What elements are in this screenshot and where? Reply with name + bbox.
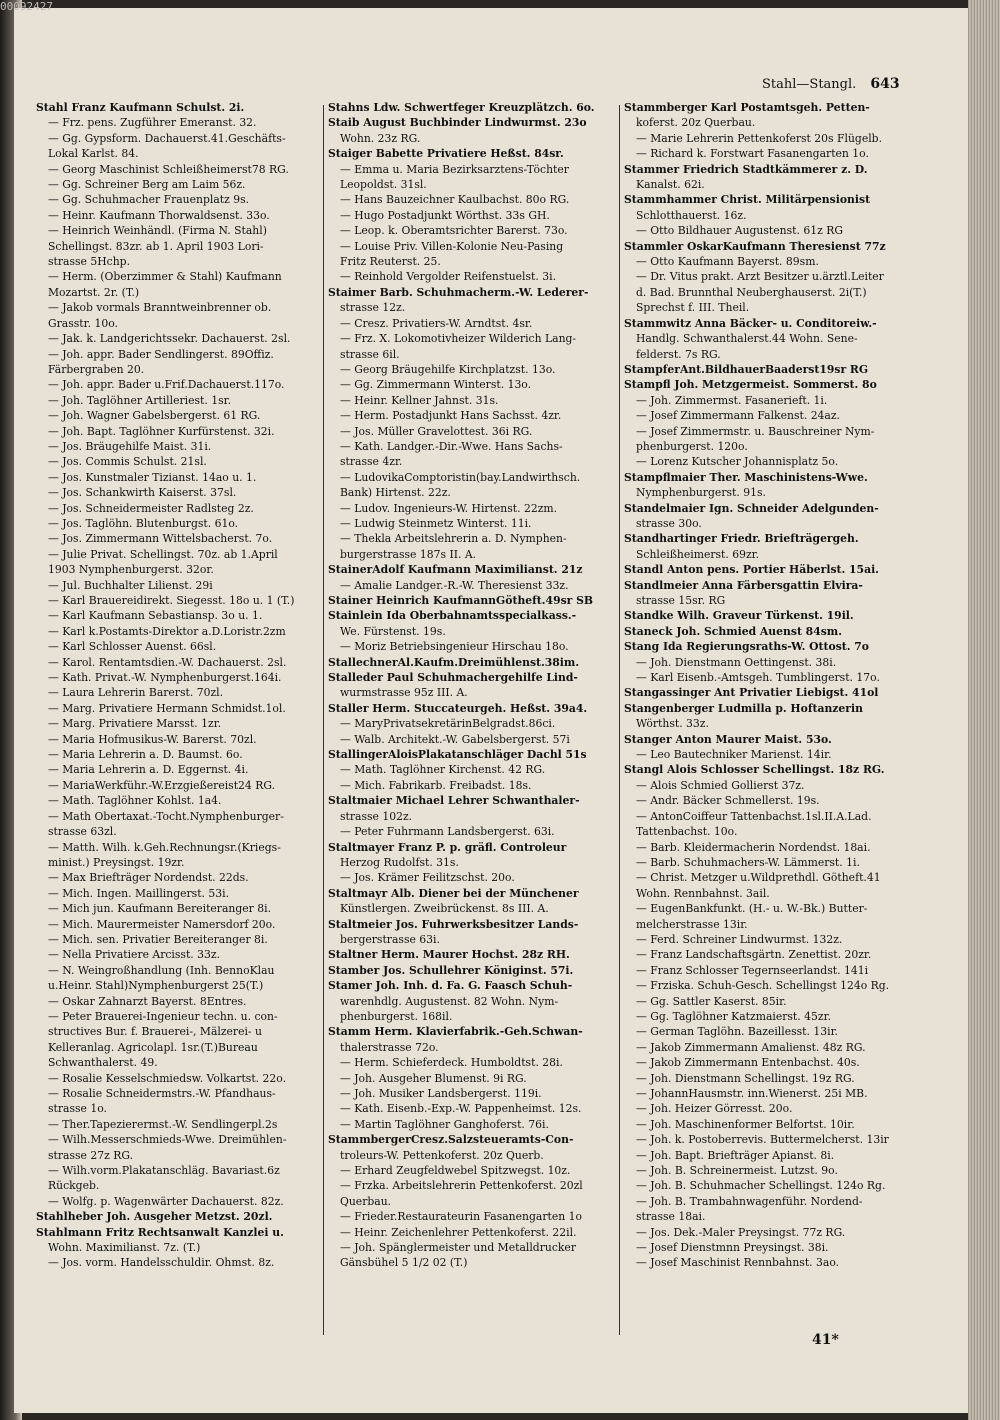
entry-sub: — Ludwig Steinmetz Winterst. 11i.	[340, 516, 532, 530]
entry-head: StainerAdolf Kaufmann Maximilianst. 21z	[328, 563, 583, 577]
entry-sub: — Maria Hofmusikus-W. Barerst. 70zl.	[48, 732, 257, 746]
entry-head: Stammer Friedrich Stadtkämmerer z. D.	[624, 162, 868, 176]
entry-continuation: strasse 102z.	[340, 809, 413, 823]
entry-head: Stamber Jos. Schullehrer Königinst. 57i.	[328, 963, 574, 977]
entry-sub: — Andr. Bäcker Schmellerst. 19s.	[636, 794, 820, 808]
entry-sub: — Maria Lehrerin a. D. Baumst. 6o.	[48, 748, 243, 762]
entry-continuation: strasse 18ai.	[636, 1210, 706, 1224]
entry-sub: — Maria Lehrerin a. D. Eggernst. 4i.	[48, 763, 249, 777]
column-1	[36, 100, 328, 1271]
entry-sub: — EugenBankfunkt. (H.- u. W.-Bk.) Butter-	[636, 902, 868, 916]
entry-continuation: d. Bad. Brunnthal Neuberghauserst. 2i(T.)	[636, 285, 867, 299]
entry-sub: — Cresz. Privatiers-W. Arndtst. 4sr.	[340, 316, 533, 330]
entry-sub: — Otto Kaufmann Bayerst. 89sm.	[636, 255, 819, 269]
header-title: Stahl—Stangl.	[762, 77, 857, 92]
entry-sub: — Jos. vorm. Handelsschuldir. Ohmst. 8z.	[48, 1256, 275, 1270]
entry-head: StallechnerAl.Kaufm.Dreimühlenst.38im.	[328, 655, 580, 669]
entry-continuation: Sprechst f. III. Theil.	[636, 301, 750, 315]
entry-sub: — Jul. Buchhalter Lilienst. 29i	[48, 578, 213, 592]
entry-sub: — Mich. Fabrikarb. Freibadst. 18s.	[340, 778, 532, 792]
entry-continuation: strasse 12z.	[340, 301, 406, 315]
entry-sub: — Wilh.Messerschmieds-Wwe. Dreimühlen-	[48, 1133, 287, 1147]
signature-mark: 41*	[812, 1332, 839, 1348]
entry-continuation: thalerstrasse 72o.	[340, 1040, 439, 1054]
entry-head: Stampfl Joh. Metzgermeist. Sommerst. 8o	[624, 378, 877, 392]
entry-sub: — Franz Landschaftsgärtn. Zenettist. 20zr.	[636, 948, 872, 962]
entry-sub: — Wolfg. p. Wagenwärter Dachauerst. 82z.	[48, 1194, 284, 1208]
entry-continuation: Schellingst. 83zr. ab 1. April 1903 Lori-	[48, 239, 264, 253]
entry-head: Staib August Buchbinder Lindwurmst. 23o	[328, 116, 587, 130]
entry-sub: — Mich. Ingen. Maillingerst. 53i.	[48, 886, 230, 900]
entry-sub: — Hugo Postadjunkt Wörthst. 33s GH.	[340, 208, 550, 222]
entry-sub: — Joh. Ausgeher Blumenst. 9i RG.	[340, 1071, 527, 1085]
entry-sub: — JohannHausmstr. inn.Wienerst. 25i MB.	[636, 1087, 868, 1100]
entry-continuation: felderst. 7s RG.	[636, 347, 721, 361]
entry-head: Stammhammer Christ. Militärpensionist	[624, 193, 871, 207]
entry-sub: — Josef Zimmermstr. u. Bauschreiner Nym-	[636, 424, 875, 438]
entry-continuation: troleurs-W. Pettenkoferst. 20z Querb.	[340, 1148, 544, 1162]
entry-sub: — Emma u. Maria Bezirksarztens-Töchter	[340, 162, 569, 176]
entry-continuation: Schwanthalerst. 49.	[48, 1056, 158, 1070]
entry-sub: — Joh. Maschinenformer Belfortst. 10ir.	[636, 1117, 855, 1131]
entry-sub: — Joh. B. Schreinermeist. Lutzst. 9o.	[636, 1164, 838, 1178]
entry-sub: — Joh. appr. Bader Sendlingerst. 89Offiz.	[48, 347, 274, 361]
entry-sub: — LudovikaComptoristin(bay.Landwirthsch.	[340, 470, 581, 484]
entry-sub: — Heinr. Kellner Jahnst. 31s.	[340, 393, 499, 407]
entry-head: Standke Wilh. Graveur Türkenst. 19il.	[624, 609, 854, 623]
entry-continuation: Tattenbachst. 10o.	[636, 825, 738, 839]
entry-continuation: Bank) Hirtenst. 22z.	[340, 486, 451, 500]
entry-sub: — Jakob Zimmermann Amalienst. 48z RG.	[636, 1040, 866, 1054]
entry-sub: — Otto Bildhauer Augustenst. 61z RG	[636, 224, 843, 238]
entry-sub: — Marg. Privatiere Marsst. 1zr.	[48, 717, 222, 731]
entry-sub: — Dr. Vitus prakt. Arzt Besitzer u.ärztl.Leiter	[636, 270, 884, 284]
entry-sub: — Peter Fuhrmann Landsbergerst. 63i.	[340, 825, 555, 839]
entry-continuation: strasse 30o.	[636, 516, 702, 530]
entry-sub: — Gg. Zimmermann Winterst. 13o.	[340, 378, 532, 392]
entry-sub: — Reinhold Vergolder Reifenstuelst. 3i.	[340, 270, 557, 284]
page-number: 643	[870, 76, 900, 92]
entry-head: Stammwitz Anna Bäcker- u. Conditoreiw.-	[624, 316, 877, 330]
entry-sub: — Karl Brauereidirekt. Siegesst. 18o u. 1 (T.)	[48, 594, 295, 607]
entry-continuation: Querbau.	[340, 1194, 392, 1208]
entry-continuation: Wohn. 23z RG.	[340, 131, 421, 145]
entry-continuation: Wohn. Rennbahnst. 3ail.	[636, 886, 770, 900]
entry-continuation: Färbergraben 20.	[48, 362, 145, 376]
entry-continuation: strasse 4zr.	[340, 455, 403, 469]
entry-continuation: We. Fürstenst. 19s.	[340, 624, 446, 638]
entry-sub: — Gg. Sattler Kaserst. 85ir.	[636, 994, 787, 1008]
entry-sub: — Gg. Schreiner Berg am Laim 56z.	[48, 178, 246, 192]
entry-sub: — Joh. Musiker Landsbergerst. 119i.	[340, 1087, 542, 1100]
entry-continuation: strasse 27z RG.	[48, 1148, 134, 1162]
entry-sub: — Richard k. Forstwart Fasanengarten 1o.	[636, 147, 869, 161]
entry-continuation: strasse 6il.	[340, 347, 400, 361]
entry-sub: — Ther.Tapezierermst.-W. Sendlingerpl.2s	[48, 1117, 278, 1131]
entry-sub: — MariaWerkführ.-W.Erzgießereist24 RG.	[48, 778, 276, 792]
entry-sub: — Frz. X. Lokomotivheizer Wilderich Lang-	[340, 332, 577, 346]
entry-sub: — Marie Lehrerin Pettenkoferst 20s Flügelb.	[636, 131, 883, 145]
entry-sub: — Marg. Privatiere Hermann Schmidst.1ol.	[48, 701, 286, 715]
entry-sub: — Laura Lehrerin Barerst. 70zl.	[48, 686, 224, 700]
entry-sub: — Frzka. Arbeitslehrerin Pettenkoferst. 20zl	[340, 1179, 583, 1193]
entry-sub: — Karol. Rentamtsdien.-W. Dachauerst. 2sl.	[48, 655, 287, 669]
entry-head: Stanger Anton Maurer Maist. 53o.	[624, 732, 832, 746]
entry-sub: — Karl Eisenb.-Amtsgeh. Tumblingerst. 17o.	[636, 671, 880, 685]
entry-sub: — Karl Schlosser Auenst. 66sl.	[48, 640, 217, 654]
entry-continuation: warenhdlg. Augustenst. 82 Wohn. Nym-	[340, 994, 559, 1008]
entry-sub: — Georg Bräugehilfe Kirchplatzst. 13o.	[340, 362, 556, 376]
entry-continuation: Lokal Karlst. 84.	[48, 147, 139, 161]
entry-sub: — Frz. pens. Zugführer Emeranst. 32.	[48, 116, 257, 130]
entry-sub: — Thekla Arbeitslehrerin a. D. Nymphen-	[340, 532, 567, 546]
entry-head: Stahl Franz Kaufmann Schulst. 2i.	[36, 101, 245, 114]
entry-sub: — Kath. Privat.-W. Nymphenburgerst.164i.	[48, 671, 282, 685]
entry-sub: — Mich jun. Kaufmann Bereiteranger 8i.	[48, 902, 272, 916]
entry-sub: — Amalie Landger.-R.-W. Theresienst 33z.	[340, 578, 569, 592]
entry-sub: — Louise Priv. Villen-Kolonie Neu-Pasing	[340, 239, 564, 253]
page-edges	[968, 0, 1000, 1420]
entry-head: Stainer Heinrich KaufmannGötheft.49sr SB	[328, 594, 594, 607]
entry-continuation: Wörthst. 33z.	[636, 717, 709, 731]
entry-head: Standelmaier Ign. Schneider Adelgunden-	[624, 501, 879, 515]
entry-continuation: phenburgerst. 168il.	[340, 1009, 453, 1023]
entry-head: Stalleder Paul Schuhmachergehilfe Lind-	[328, 671, 578, 685]
entry-continuation: Kanalst. 62i.	[636, 178, 705, 192]
entry-continuation: Schlotthauerst. 16z.	[636, 208, 747, 222]
entry-continuation: Grasstr. 10o.	[48, 316, 118, 330]
entry-continuation: strasse 63zl.	[48, 825, 117, 839]
entry-sub: — Kath. Landger.-Dir.-Wwe. Hans Sachs-	[340, 439, 563, 453]
entry-sub: — Joh. Dienstmann Schellingst. 19z RG.	[636, 1071, 855, 1085]
entry-sub: — Jak. k. Landgerichtssekr. Dachauerst. 2sl.	[48, 332, 291, 346]
entry-head: Stamer Joh. Inh. d. Fa. G. Faasch Schuh-	[328, 979, 573, 993]
entry-continuation: Herzog Rudolfst. 31s.	[340, 855, 459, 869]
entry-continuation: Nymphenburgerst. 91s.	[636, 486, 766, 500]
entry-head: Staltmayr Alb. Diener bei der Münchener	[328, 886, 579, 900]
entry-sub: — Barb. Kleidermacherin Nordendst. 18ai.	[636, 840, 871, 854]
entry-sub: — Martin Taglöhner Ganghoferst. 76i.	[340, 1117, 549, 1131]
entry-continuation: 1903 Nymphenburgerst. 32or.	[48, 563, 214, 577]
entry-head: Stangl Alois Schlosser Schellingst. 18z RG.	[624, 763, 885, 777]
entry-continuation: strasse 1o.	[48, 1102, 107, 1116]
entry-head: Stahlheber Joh. Ausgeher Metzst. 20zl.	[36, 1210, 273, 1224]
entry-sub: — Erhard Zeugfeldwebel Spitzwegst. 10z.	[340, 1164, 571, 1178]
entry-sub: — Karl Kaufmann Sebastiansp. 3o u. 1.	[48, 609, 263, 623]
entry-continuation: strasse 15sr. RG	[636, 594, 726, 607]
entry-continuation: structives Bur. f. Brauerei-, Mälzerei- u	[48, 1025, 262, 1039]
entry-head: Stahns Ldw. Schwertfeger Kreuzplätzch. 6o.	[328, 101, 595, 114]
column-3	[624, 100, 916, 1271]
entry-sub: — Christ. Metzger u.Wildprethdl. Götheft.41	[636, 871, 881, 885]
entry-continuation: Mozartst. 2r. (T.)	[48, 285, 140, 299]
entry-sub: — Joh. k. Postoberrevis. Buttermelcherst. 13ir	[636, 1133, 889, 1147]
entry-continuation: Schleißheimerst. 69zr.	[636, 547, 760, 561]
entry-sub: — Ludov. Ingenieurs-W. Hirtenst. 22zm.	[340, 501, 558, 515]
entry-sub: — German Taglöhn. Bazeillesst. 13ir.	[636, 1025, 838, 1039]
entry-continuation: Künstlergen. Zweibrückenst. 8s III. A.	[340, 902, 549, 916]
entry-sub: — Wilh.vorm.Plakatanschläg. Bavariast.6z	[48, 1164, 280, 1178]
entry-continuation: burgerstrasse 187s II. A.	[340, 547, 477, 561]
entry-sub: — Herm. Schieferdeck. Humboldtst. 28i.	[340, 1056, 563, 1070]
entry-head: StammbergerCresz.Salzsteueramts-Con-	[328, 1133, 574, 1147]
entry-sub: — Josef Maschinist Rennbahnst. 3ao.	[636, 1256, 840, 1270]
entry-sub: — Joh. Zimmermst. Fasanerieft. 1i.	[636, 393, 828, 407]
entry-sub: — Hans Bauzeichner Kaulbachst. 80o RG.	[340, 193, 570, 207]
entry-sub: — Herm. (Oberzimmer & Stahl) Kaufmann	[48, 270, 282, 284]
entry-sub: — Rosalie Kesselschmiedsw. Volkartst. 22o.	[48, 1071, 287, 1085]
entry-sub: — Max Briefträger Nordendst. 22ds.	[48, 871, 249, 885]
entry-sub: — Joh. Bapt. Briefträger Apianst. 8i.	[636, 1148, 835, 1162]
entry-sub: — Jos. Bräugehilfe Maist. 31i.	[48, 439, 212, 453]
entry-sub: — Nella Privatiere Arcisst. 33z.	[48, 948, 221, 962]
entry-sub: — Gg. Schuhmacher Frauenplatz 9s.	[48, 193, 250, 207]
entry-head: Standlmeier Anna Färbersgattin Elvira-	[624, 578, 863, 592]
entry-sub: — Matth. Wilh. k.Geh.Rechnungsr.(Kriegs-	[48, 840, 281, 854]
entry-sub: — Gg. Taglöhner Katzmaierst. 45zr.	[636, 1009, 831, 1023]
entry-head: Staiger Babette Privatiere Heßst. 84sr.	[328, 147, 564, 161]
entry-sub: — Mich. Maurermeister Namersdorf 20o.	[48, 917, 276, 931]
entry-sub: — Gg. Gypsform. Dachauerst.41.Geschäfts-	[48, 131, 286, 145]
entry-continuation: Rückgeb.	[48, 1179, 100, 1193]
entry-sub: — Math. Taglöhner Kohlst. 1a4.	[48, 794, 222, 808]
entry-continuation: Fritz Reuterst. 25.	[340, 255, 441, 269]
entry-head: Stampflmaier Ther. Maschinistens-Wwe.	[624, 470, 868, 484]
entry-head: Stang Ida Regierungsraths-W. Ottost. 7o	[624, 640, 870, 654]
entry-head: Staller Herm. Stuccateurgeh. Heßst. 39a4.	[328, 701, 588, 715]
entry-head: Stangenberger Ludmilla p. Hoftanzerin	[624, 701, 863, 715]
entry-head: Stammler OskarKaufmann Theresienst 77z	[624, 239, 886, 253]
entry-continuation: minist.) Preysingst. 19zr.	[48, 855, 185, 869]
entry-continuation: Handlg. Schwanthalerst.44 Wohn. Sene-	[636, 332, 858, 346]
entry-continuation: Kelleranlag. Agricolapl. 1sr.(T.)Bureau	[48, 1040, 258, 1054]
entry-sub: — Franz Schlosser Tegernseerlandst. 141i	[636, 963, 869, 977]
entry-head: Stahlmann Fritz Rechtsanwalt Kanzlei u.	[36, 1225, 284, 1239]
entry-sub: — Jos. Müller Gravelottest. 36i RG.	[340, 424, 533, 438]
entry-sub: — Joh. Taglöhner Artilleriest. 1sr.	[48, 393, 232, 407]
entry-sub: — Leop. k. Oberamtsrichter Barerst. 73o.	[340, 224, 568, 238]
entry-head: Stammberger Karl Postamtsgeh. Petten-	[624, 101, 870, 114]
entry-sub: — Jakob Zimmermann Entenbachst. 40s.	[636, 1056, 860, 1070]
entry-sub: — Julie Privat. Schellingst. 70z. ab 1.April	[48, 547, 278, 561]
entry-sub: — AntonCoiffeur Tattenbachst.1sl.II.A.Lad.	[636, 809, 872, 823]
running-header	[762, 76, 900, 92]
entry-head: StampferAnt.BildhauerBaaderst19sr RG	[624, 362, 869, 376]
entry-sub: — Josef Dienstmnn Preysingst. 38i.	[636, 1241, 829, 1255]
entry-sub: — Joh. B. Trambahnwagenführ. Nordend-	[636, 1194, 863, 1208]
entry-sub: — Joh. Spänglermeister und Metalldrucker	[340, 1241, 576, 1255]
entry-sub: — Jos. Kunstmaler Tizianst. 14ao u. 1.	[48, 470, 257, 484]
entry-sub: — Rosalie Schneidermstrs.-W. Pfandhaus-	[48, 1087, 276, 1100]
entry-sub: — Alois Schmied Gollierst 37z.	[636, 778, 805, 792]
entry-sub: — Jos. Taglöhn. Blutenburgst. 61o.	[48, 516, 239, 530]
entry-sub: — Joh. appr. Bader u.Frif.Dachauerst.117o.	[48, 378, 285, 392]
entry-head: Staimer Barb. Schuhmacherm.-W. Lederer-	[328, 285, 589, 299]
entry-sub: — Josef Zimmermann Falkenst. 24az.	[636, 409, 840, 423]
entry-sub: — Jakob vormals Branntweinbrenner ob.	[48, 301, 272, 315]
entry-head: StallingerAloisPlakatanschläger Dachl 51s	[328, 748, 587, 762]
entry-continuation: wurmstrasse 95z III. A.	[340, 686, 468, 700]
entry-sub: — Math. Taglöhner Kirchenst. 42 RG.	[340, 763, 546, 777]
entry-sub: — Mich. sen. Privatier Bereiteranger 8i.	[48, 932, 268, 946]
entry-sub: — Joh. Heizer Görresst. 20o.	[636, 1102, 793, 1116]
entry-continuation: Leopoldst. 31sl.	[340, 178, 427, 192]
entry-sub: — Frziska. Schuh-Gesch. Schellingst 124o Rg.	[636, 979, 890, 993]
entry-sub: — Heinr. Kaufmann Thorwaldsenst. 33o.	[48, 208, 270, 222]
entry-head: Staltmeier Jos. Fuhrwerksbesitzer Lands-	[328, 917, 579, 931]
entry-head: Staltmaier Michael Lehrer Schwanthaler-	[328, 794, 580, 808]
entry-head: Staneck Joh. Schmied Auenst 84sm.	[624, 624, 842, 638]
entry-continuation: Wohn. Maximilianst. 7z. (T.)	[48, 1241, 201, 1255]
entry-sub: — Heinr. Zeichenlehrer Pettenkoferst. 22il.	[340, 1225, 577, 1239]
entry-sub: — Jos. Krämer Feilitzschst. 20o.	[340, 871, 515, 885]
entry-sub: — Leo Bautechniker Marienst. 14ir.	[636, 748, 832, 762]
column-2	[328, 100, 620, 1271]
entry-continuation: u.Heinr. Stahl)Nymphenburgerst 25(T.)	[48, 979, 264, 993]
entry-sub: — Herm. Postadjunkt Hans Sachsst. 4zr.	[340, 409, 562, 423]
entry-sub: — Jos. Dek.-Maler Preysingst. 77z RG.	[636, 1225, 846, 1239]
entry-sub: — Kath. Eisenb.-Exp.-W. Pappenheimst. 12s.	[340, 1102, 582, 1116]
entry-sub: — Joh. Wagner Gabelsbergerst. 61 RG.	[48, 409, 261, 423]
entry-head: Staltner Herm. Maurer Hochst. 28z RH.	[328, 948, 570, 962]
entry-sub: — Joh. B. Schuhmacher Schellingst. 124o Rg.	[636, 1179, 886, 1193]
entry-sub: — Barb. Schuhmachers-W. Lämmerst. 1i.	[636, 855, 860, 869]
entry-head: Standhartinger Friedr. Briefträgergeh.	[624, 532, 859, 546]
entry-continuation: phenburgerst. 120o.	[636, 439, 748, 453]
entry-sub: — Georg Maschinist Schleißheimerst78 RG.	[48, 162, 289, 176]
entry-sub: — Jos. Schneidermeister Radlsteg 2z.	[48, 501, 254, 515]
entry-sub: — Peter Brauerei-Ingenieur techn. u. con-	[48, 1009, 278, 1023]
entry-sub: — Math Obertaxat.-Tocht.Nymphenburger-	[48, 809, 284, 823]
entry-head: Stangassinger Ant Privatier Liebigst. 41ol	[624, 686, 879, 700]
entry-sub: — Jos. Commis Schulst. 21sl.	[48, 455, 207, 469]
entry-sub: — N. Weingroßhandlung (Inh. BennoKlau	[48, 963, 275, 977]
entry-head: Stamm Herm. Klavierfabrik.-Geh.Schwan-	[328, 1025, 583, 1039]
entry-sub: — Heinrich Weinhändl. (Firma N. Stahl)	[48, 224, 267, 238]
entry-sub: — Walb. Architekt.-W. Gabelsbergerst. 57i	[340, 732, 570, 746]
entry-sub: — Joh. Dienstmann Oettingenst. 38i.	[636, 655, 837, 669]
entry-sub: — Frieder.Restaurateurin Fasanengarten 1o	[340, 1210, 582, 1224]
entry-sub: — Ferd. Schreiner Lindwurmst. 132z.	[636, 932, 843, 946]
entry-sub: — Oskar Zahnarzt Bayerst. 8Entres.	[48, 994, 247, 1008]
entry-sub: — Lorenz Kutscher Johannisplatz 5o.	[636, 455, 839, 469]
entry-head: Stainlein Ida Oberbahnamtsspecialkass.-	[328, 609, 577, 623]
scan-id: 00092427	[0, 0, 53, 13]
entry-head: Standl Anton pens. Portier Häberlst. 15ai.	[624, 563, 879, 577]
entry-sub: — Jos. Zimmermann Wittelsbacherst. 7o.	[48, 532, 273, 546]
entry-continuation: strasse 5Hchp.	[48, 255, 131, 269]
entry-sub: — Jos. Schankwirth Kaiserst. 37sl.	[48, 486, 237, 500]
entry-continuation: melcherstrasse 13ir.	[636, 917, 748, 931]
entry-sub: — Moriz Betriebsingenieur Hirschau 18o.	[340, 640, 569, 654]
entry-sub: — MaryPrivatsekretärinBelgradst.86ci.	[340, 717, 556, 731]
entry-sub: — Karl k.Postamts-Direktor a.D.Loristr.2zm	[48, 624, 286, 638]
entry-head: Staltmayer Franz P. p. gräfl. Controleur	[328, 840, 567, 854]
entry-sub: — Joh. Bapt. Taglöhner Kurfürstenst. 32i.	[48, 424, 275, 438]
entry-continuation: bergerstrasse 63i.	[340, 932, 440, 946]
entry-continuation: Gänsbühel 5 1/2 02 (T.)	[340, 1256, 468, 1270]
entry-continuation: koferst. 20z Querbau.	[636, 116, 756, 130]
